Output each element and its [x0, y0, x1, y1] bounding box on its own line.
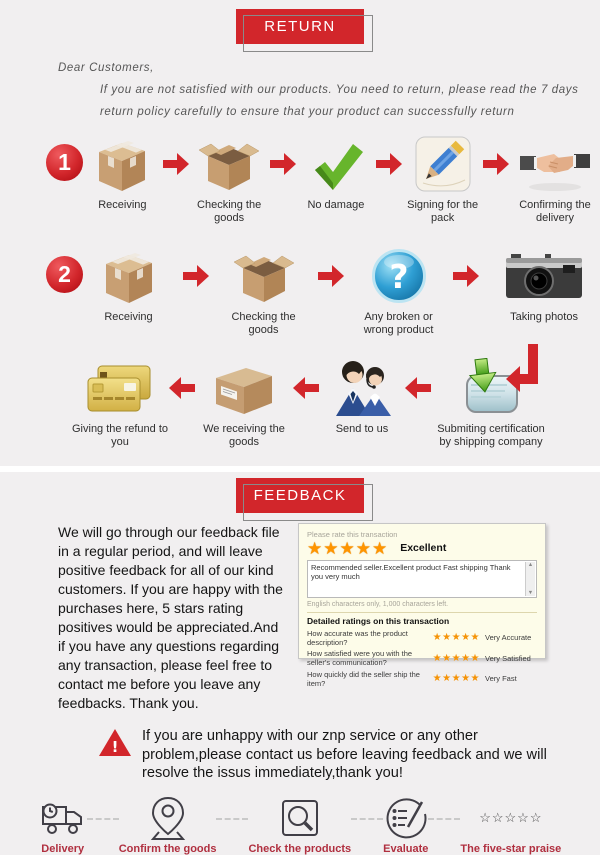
star-rating[interactable]: ★★★★★ [432, 673, 480, 685]
open-box-icon [198, 128, 260, 192]
flow-step [196, 352, 292, 451]
scroll-down-icon[interactable]: ▼ [527, 589, 534, 596]
arrow-left-icon [292, 376, 320, 400]
flow-step [72, 352, 168, 451]
rating-question: How accurate was the product description? [307, 628, 408, 647]
parcel-icon [212, 352, 276, 416]
handshake-icon [520, 128, 590, 192]
warning-triangle-icon [98, 727, 132, 764]
delivery-truck-icon [39, 797, 87, 839]
feedback-header [0, 478, 600, 513]
process-label: Evaluate [383, 842, 429, 855]
note-greeting: Dear Customers, [58, 62, 154, 74]
step-label: Receiving [104, 310, 153, 323]
feedback-message: We will go through our feedback file in a regular period, and will leave positive feedback for all of our kind customers. If you are happy with the purchases here, 5 stars rating positives would be appreciated.And if you have any questions regarding any transaction, please feel free to contact me before you leave any feedbacks. Thank you. [58, 523, 283, 711]
step-number-badge: 1 [46, 144, 83, 181]
arrow-left-icon [404, 376, 432, 400]
step-label: Signing for the pack [407, 198, 479, 225]
process-label: Check the products [248, 842, 352, 855]
step-label: Checking the goods [197, 198, 262, 225]
overall-star-rating[interactable]: ★★★★★ [307, 538, 389, 558]
section-separator [0, 466, 600, 472]
closed-box-icon [92, 128, 152, 192]
question-mark-icon [371, 240, 427, 304]
flow-step [190, 128, 269, 227]
flow-step [218, 240, 309, 339]
closed-box-icon [99, 240, 159, 304]
credit-cards-icon [86, 352, 154, 416]
process-step [460, 797, 561, 855]
process-step [39, 797, 87, 855]
arrow-right-icon [162, 152, 190, 176]
rating-label: Very Fast [485, 674, 517, 684]
pencil-sign-icon [415, 128, 471, 192]
step-label: Giving the refund to you [72, 422, 169, 449]
flow-step [488, 240, 600, 325]
step-label: No damage [307, 198, 365, 211]
feedback-button[interactable]: FEEDBACK [236, 478, 364, 513]
step-label: Receiving [98, 198, 147, 211]
open-box-icon [233, 240, 295, 304]
step-label: Submiting certification by shipping company [437, 422, 545, 449]
green-check-icon [307, 128, 365, 192]
return-header [0, 9, 600, 44]
customer-note [0, 58, 600, 124]
star-rating[interactable]: ★★★★★ [432, 652, 480, 664]
flow-step [353, 240, 444, 339]
dashed-connector [351, 818, 383, 820]
feedback-comment-text: Recommended seller.Excellent product Fast shipping Thank you very much [311, 562, 511, 582]
star-rating[interactable]: ★★★★★ [432, 632, 480, 644]
dashed-connector [216, 818, 248, 820]
rating-question: How quickly did the seller ship the item? [307, 669, 420, 688]
camera-icon [505, 240, 583, 304]
process-bar [0, 797, 600, 855]
return-flow-row-2 [0, 240, 600, 352]
characters-left-note: English characters only, 1,000 characters left. [307, 600, 449, 608]
step-label: Confirming the delivery [519, 198, 591, 225]
note-line-2: return policy carefully to ensure that your product can successfully return [100, 105, 515, 118]
divider [307, 612, 537, 613]
flow-step [510, 128, 600, 227]
warning-note [0, 727, 600, 783]
five-star-icon: ☆☆☆☆☆ [479, 809, 543, 825]
rating-question: How satisfied were you with the seller's communication? [307, 649, 413, 668]
return-flow-row-1 [0, 128, 600, 240]
process-step [383, 797, 428, 855]
flow-step [83, 128, 162, 213]
detailed-ratings-title: Detailed ratings on this transaction [307, 615, 450, 626]
process-label: Confirm the goods [118, 842, 217, 855]
process-step [248, 797, 351, 855]
scrollbar[interactable] [525, 562, 535, 596]
arrow-right-icon [182, 264, 210, 288]
flow-step [320, 352, 404, 437]
arrow-right-icon [375, 152, 403, 176]
process-label: The five-star praise [460, 842, 562, 855]
scroll-up-icon[interactable]: ▲ [527, 561, 534, 568]
arrow-left-icon [168, 376, 196, 400]
magnifier-icon [280, 797, 320, 839]
overall-rating-label: Excellent [400, 542, 447, 555]
step-label: Taking photos [510, 310, 578, 323]
return-flow-row-3 [0, 352, 600, 464]
rating-widget [298, 523, 546, 688]
elbow-arrow-icon [500, 344, 546, 407]
support-team-icon [333, 352, 391, 416]
flow-step [83, 240, 174, 325]
rating-row [307, 649, 537, 667]
arrow-right-icon [317, 264, 345, 288]
feedback-section [0, 523, 600, 713]
step-label: We receiving the goods [203, 422, 285, 449]
flow-step [403, 128, 482, 227]
arrow-right-icon [452, 264, 480, 288]
location-pin-icon [149, 797, 187, 839]
arrow-right-icon [482, 152, 510, 176]
dashed-connector [87, 818, 119, 820]
step-label: Checking the goods [231, 310, 296, 337]
flow-step [297, 128, 376, 213]
process-step [119, 797, 217, 855]
return-button[interactable]: RETURN [236, 9, 364, 44]
svg-text:!: ! [111, 737, 119, 756]
note-line-1: If you are not satisfied with our products. You need to return, please read the 7 days [100, 83, 579, 96]
rating-row [307, 629, 537, 647]
rating-row [307, 670, 537, 688]
feedback-comment-box[interactable] [307, 560, 537, 598]
rating-label: Very Satisfied [485, 653, 531, 663]
process-label: Delivery [41, 842, 85, 855]
arrow-right-icon [269, 152, 297, 176]
rating-prompt: Please rate this transaction [307, 529, 398, 539]
evaluate-checklist-icon [385, 797, 427, 839]
rating-label: Very Accurate [485, 633, 532, 643]
step-label: Send to us [335, 422, 389, 435]
dashed-connector [428, 818, 460, 820]
step-number-badge: 2 [46, 256, 83, 293]
svg-text:?: ? [389, 256, 409, 296]
step-label: Any broken or wrong product [363, 310, 434, 337]
warning-text: If you are unhappy with our znp service or any other problem,please contact us before leaving feedback and we will resolve the issus immediately,thank you! [142, 727, 547, 782]
